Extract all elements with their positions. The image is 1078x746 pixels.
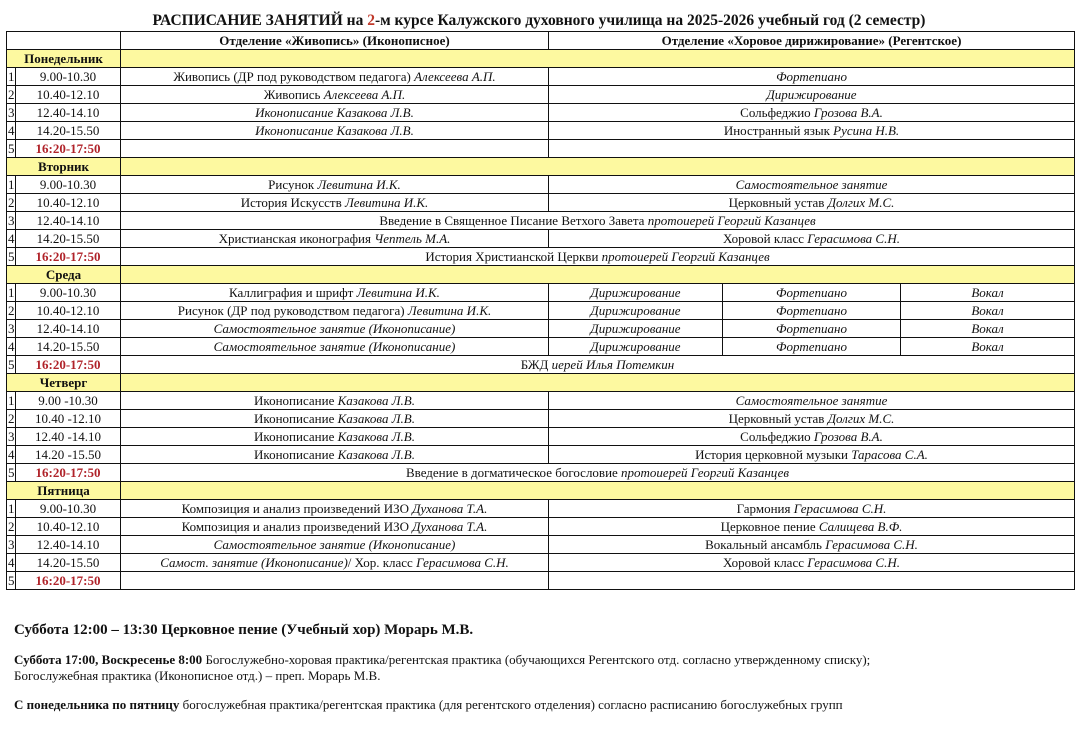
lesson-row (7, 464, 1075, 482)
painting-lesson-cell (121, 86, 549, 104)
teacher-name: Герасимова С.Н. (807, 555, 900, 570)
subject-name: Рисунок (ДР под руководством педагога) (177, 303, 408, 318)
lesson-row (7, 68, 1075, 86)
teacher-name: Герасимова С.Н. (825, 537, 918, 552)
painting-lesson-cell (121, 104, 549, 122)
subject-name: Фортепиано (776, 321, 847, 336)
subject-name: Хоровой класс (723, 555, 808, 570)
subject-prefix: Самост. занятие (Иконописание) (160, 555, 348, 570)
regent-split-cell (549, 284, 723, 302)
painting-lesson-cell (121, 68, 549, 86)
teacher-name: протоиерей Георгий Казанцев (647, 213, 816, 228)
teacher-name: Салищева В.Ф. (818, 519, 903, 534)
subject-name: Иконописание (254, 393, 338, 408)
lesson-row (7, 104, 1075, 122)
regent-split-cell (723, 320, 901, 338)
joint-lesson-cell (121, 464, 1075, 482)
lesson-row (7, 86, 1075, 104)
subject-name: Каллиграфия и шрифт (229, 285, 357, 300)
regent-split-cell (549, 338, 723, 356)
weekday-note-text: богослужебная практика/регентская практика (для регентского отделения) согласно расписанию богослужебных групп (179, 697, 843, 712)
painting-lesson-cell (121, 194, 549, 212)
lesson-row (7, 302, 1075, 320)
lesson-time: 14.20-15.50 (16, 122, 121, 140)
subject-name: Сольфеджио (740, 429, 814, 444)
day-name: Четверг (7, 374, 121, 392)
subject-name: Вокал (971, 339, 1004, 354)
regent-split-cell (549, 302, 723, 320)
lesson-time: 10.40-12.10 (16, 194, 121, 212)
teacher-name: Дирижирование (766, 87, 857, 102)
teacher-name: Духанова Т.А. (412, 501, 488, 516)
subject-name: БЖД (520, 357, 552, 372)
subject-name: Церковный устав (728, 195, 828, 210)
regent-split-cell (723, 302, 901, 320)
subject-name: Рисунок (268, 177, 318, 192)
painting-lesson-cell (121, 176, 549, 194)
regent-split-cell (901, 284, 1075, 302)
lesson-number: 5 (8, 141, 15, 156)
subject-name: Дирижирование (590, 303, 681, 318)
day-header-row (7, 158, 1075, 176)
teacher-name: Казакова Л.В. (337, 429, 415, 444)
lesson-row (7, 518, 1075, 536)
lesson-number: 1 (8, 393, 15, 408)
lesson-number: 5 (8, 249, 15, 264)
lesson-number: 2 (8, 519, 15, 534)
regent-lesson-cell (549, 230, 1075, 248)
teacher-name: протоиерей Георгий Казанцев (621, 465, 790, 480)
subject-name: Живопись (ДР под руководством педагога) (173, 69, 415, 84)
lesson-time: 12.40-14.10 (16, 212, 121, 230)
lesson-number: 2 (8, 411, 15, 426)
lesson-time: 10.40-12.10 (16, 518, 121, 536)
regent-lesson-cell (549, 122, 1075, 140)
day-row-filler (121, 374, 1075, 392)
teacher-name: Самостоятельное занятие (735, 393, 888, 408)
painting-lesson-cell (121, 140, 549, 158)
teacher-name: Герасимова С.Н. (793, 501, 887, 516)
teacher-name: Казакова Л.В. (337, 447, 415, 462)
teacher-name: Казакова Л.В. (337, 393, 415, 408)
lesson-time: 16:20-17:50 (16, 356, 121, 374)
teacher-name: Левитина И.К. (317, 177, 401, 192)
regent-split-cell (549, 320, 723, 338)
lesson-time: 9.00-10.30 (16, 68, 121, 86)
lesson-row (7, 554, 1075, 572)
subject-name: История Искусств (240, 195, 345, 210)
regent-lesson-cell (549, 446, 1075, 464)
regent-lesson-cell (549, 392, 1075, 410)
lesson-number: 5 (8, 573, 15, 588)
lesson-number: 1 (8, 285, 15, 300)
teacher-name: Долгих М.С. (827, 411, 895, 426)
teacher-name: Самостоятельное занятие (Иконописание) (213, 321, 456, 336)
lesson-row (7, 284, 1075, 302)
regent-lesson-cell (549, 410, 1075, 428)
teacher-name: протоиерей Георгий Казанцев (601, 249, 770, 264)
regent-split-cell (723, 338, 901, 356)
title-suffix: -м курсе Калужского духовного училища на 2025-2026 учебный год (2 семестр) (374, 12, 926, 29)
schedule-table (6, 31, 1075, 590)
painting-lesson-cell (121, 500, 549, 518)
lesson-row (7, 194, 1075, 212)
day-header-row (7, 266, 1075, 284)
lesson-time: 14.20-15.50 (16, 554, 121, 572)
day-row-filler (121, 50, 1075, 68)
subject-name: Хоровой класс (723, 231, 808, 246)
regent-lesson-cell (549, 500, 1075, 518)
lesson-number: 4 (8, 555, 15, 570)
painting-lesson-cell (121, 338, 549, 356)
lesson-row (7, 176, 1075, 194)
lesson-number: 1 (8, 177, 15, 192)
weekend-note-text2: Богослужебная практика (Иконописное отд.) – преп. Морарь М.В. (14, 668, 381, 683)
painting-lesson-cell (121, 446, 549, 464)
lesson-row (7, 248, 1075, 266)
lesson-number: 3 (8, 321, 15, 336)
painting-lesson-cell (121, 428, 549, 446)
subject-name: Композиция и анализ произведений ИЗО (181, 519, 413, 534)
painting-lesson-cell (121, 284, 549, 302)
lesson-row (7, 446, 1075, 464)
regent-lesson-cell (549, 572, 1075, 590)
painting-lesson-cell (121, 536, 549, 554)
subject-name: Иконописание (254, 429, 338, 444)
joint-lesson-cell (121, 356, 1075, 374)
teacher-name: Духанова Т.А. (412, 519, 488, 534)
lesson-number: 4 (8, 339, 15, 354)
regent-lesson-cell (549, 554, 1075, 572)
teacher-name: Самостоятельное занятие (Иконописание) (213, 339, 456, 354)
lesson-row (7, 230, 1075, 248)
regent-split-cell (901, 302, 1075, 320)
teacher-name: Иконописание Казакова Л.В. (255, 105, 414, 120)
weekend-note-bold: Суббота 17:00, Воскресенье 8:00 (14, 652, 203, 667)
regent-lesson-cell (549, 428, 1075, 446)
teacher-name: Герасимова С.Н. (416, 555, 509, 570)
subject-name: Иностранный язык (723, 123, 834, 138)
day-header-row (7, 482, 1075, 500)
lesson-row (7, 320, 1075, 338)
lesson-row (7, 428, 1075, 446)
weekend-note-text: Богослужебно-хоровая практика/регентская практика (обучающихся Регентского отд. согласно утвержденному списку); (202, 652, 871, 667)
lesson-number: 2 (8, 87, 15, 102)
regent-lesson-cell (549, 86, 1075, 104)
lesson-number: 4 (8, 231, 15, 246)
subject-name: Вокал (971, 285, 1004, 300)
day-header-row (7, 50, 1075, 68)
subject-name: История Христианской Церкви (425, 249, 602, 264)
subject-name: Церковный устав (728, 411, 828, 426)
day-row-filler (121, 158, 1075, 176)
lesson-number: 3 (8, 429, 15, 444)
painting-lesson-cell (121, 122, 549, 140)
regent-split-cell (901, 338, 1075, 356)
teacher-name: Русина Н.В. (833, 123, 900, 138)
subject-name: Дирижирование (590, 321, 681, 336)
day-row-filler (121, 482, 1075, 500)
teacher-name: Грозова В.А. (813, 429, 883, 444)
weekday-note-bold: С понедельника по пятницу (14, 697, 180, 712)
subject-name: Церковное пение (720, 519, 819, 534)
regent-lesson-cell (549, 518, 1075, 536)
teacher-name: Левитина И.К. (344, 195, 429, 210)
lesson-time: 12.40-14.10 (16, 104, 121, 122)
lesson-row (7, 500, 1075, 518)
lesson-time: 9.00-10.30 (16, 284, 121, 302)
lesson-time: 12.40-14.10 (16, 536, 121, 554)
regent-lesson-cell (549, 68, 1075, 86)
dept-painting-header: Отделение «Живопись» (Иконописное) (121, 32, 549, 50)
lesson-number: 3 (8, 537, 15, 552)
day-name: Понедельник (7, 50, 121, 68)
title-prefix: РАСПИСАНИЕ ЗАНЯТИЙ на (152, 12, 368, 29)
lesson-time: 10.40 -12.10 (16, 410, 121, 428)
subject-name: Живопись (263, 87, 324, 102)
subject-name: Иконописание (254, 447, 338, 462)
regent-lesson-cell (549, 536, 1075, 554)
lesson-number: 5 (8, 357, 15, 372)
lesson-time: 16:20-17:50 (16, 140, 121, 158)
subject-name: Введение в Священное Писание Ветхого Завета (379, 213, 648, 228)
course-number: 2 (367, 12, 375, 29)
teacher-name: Герасимова С.Н. (807, 231, 900, 246)
teacher-name: Казакова Л.В. (337, 411, 415, 426)
painting-lesson-cell (121, 302, 549, 320)
regent-lesson-cell (549, 140, 1075, 158)
lesson-row (7, 122, 1075, 140)
day-name: Вторник (7, 158, 121, 176)
lesson-number: 4 (8, 123, 15, 138)
day-row-filler (121, 266, 1075, 284)
lesson-row (7, 572, 1075, 590)
lesson-row (7, 212, 1075, 230)
subject-name: Христианская иконография (218, 231, 375, 246)
lesson-number: 2 (8, 303, 15, 318)
painting-lesson-cell (121, 410, 549, 428)
lesson-number: 2 (8, 195, 15, 210)
regent-split-cell (723, 284, 901, 302)
day-name: Пятница (7, 482, 121, 500)
painting-lesson-cell (121, 230, 549, 248)
subject-name: Фортепиано (776, 285, 847, 300)
lesson-time: 12.40 -14.10 (16, 428, 121, 446)
subject-name: Дирижирование (590, 285, 681, 300)
teacher-name: Левитина И.К. (407, 303, 492, 318)
lesson-time: 14.20-15.50 (16, 230, 121, 248)
painting-lesson-cell (121, 518, 549, 536)
lesson-number: 1 (8, 501, 15, 516)
subject-name: Вокальный ансамбль (705, 537, 826, 552)
lesson-time: 10.40-12.10 (16, 86, 121, 104)
lesson-row (7, 410, 1075, 428)
header-empty-cell (7, 32, 121, 50)
weekday-practice-note (14, 697, 1074, 713)
subject-name: Введение в догматическое богословие (405, 465, 622, 480)
lesson-time: 14.20 -15.50 (16, 446, 121, 464)
teacher-name: Долгих М.С. (827, 195, 895, 210)
lesson-row (7, 536, 1075, 554)
teacher-name: Иконописание Казакова Л.В. (255, 123, 414, 138)
teacher-name: Тарасова С.А. (851, 447, 928, 462)
lesson-number: 3 (8, 213, 15, 228)
day-name: Среда (7, 266, 121, 284)
joint-lesson-cell (121, 248, 1075, 266)
header-row (7, 32, 1075, 50)
teacher-name: Грозова В.А. (813, 105, 883, 120)
saturday-choir-note: Суббота 12:00 – 13:30 Церковное пение (Учебный хор) Морарь М.В. (14, 622, 474, 638)
lesson-time: 16:20-17:50 (16, 464, 121, 482)
subject-name: / Хор. класс (347, 555, 417, 570)
subject-name: Фортепиано (776, 339, 847, 354)
subject-name: Иконописание (254, 411, 338, 426)
joint-lesson-cell (121, 212, 1075, 230)
lesson-row (7, 140, 1075, 158)
lesson-time: 9.00-10.30 (16, 176, 121, 194)
lesson-number: 4 (8, 447, 15, 462)
subject-name: История церковной музыки (695, 447, 852, 462)
lesson-time: 14.20-15.50 (16, 338, 121, 356)
subject-name: Фортепиано (776, 303, 847, 318)
teacher-name: Левитина И.К. (356, 285, 440, 300)
teacher-name: Самостоятельное занятие (735, 177, 888, 192)
painting-lesson-cell (121, 572, 549, 590)
lesson-row (7, 338, 1075, 356)
teacher-name: Самостоятельное занятие (Иконописание) (213, 537, 456, 552)
lesson-time: 9.00-10.30 (16, 500, 121, 518)
teacher-name: Алексеева А.П. (414, 69, 496, 84)
lesson-time: 12.40-14.10 (16, 320, 121, 338)
dept-regent-header: Отделение «Хоровое дирижирование» (Регентское) (549, 32, 1075, 50)
teacher-name: Алексеева А.П. (323, 87, 406, 102)
regent-lesson-cell (549, 194, 1075, 212)
day-header-row (7, 374, 1075, 392)
subject-name: Дирижирование (590, 339, 681, 354)
lesson-number: 1 (8, 69, 15, 84)
lesson-number: 5 (8, 465, 15, 480)
subject-name: Сольфеджио (740, 105, 814, 120)
subject-name: Гармония (736, 501, 794, 516)
lesson-time: 9.00 -10.30 (16, 392, 121, 410)
painting-lesson-cell (121, 554, 549, 572)
painting-lesson-cell (121, 320, 549, 338)
regent-lesson-cell (549, 104, 1075, 122)
teacher-name: Чептель М.А. (374, 231, 451, 246)
lesson-row (7, 356, 1075, 374)
regent-split-cell (901, 320, 1075, 338)
subject-name: Композиция и анализ произведений ИЗО (181, 501, 413, 516)
lesson-row (7, 392, 1075, 410)
weekend-practice-note (14, 652, 1074, 684)
regent-lesson-cell (549, 176, 1075, 194)
painting-lesson-cell (121, 392, 549, 410)
lesson-time: 10.40-12.10 (16, 302, 121, 320)
lesson-time: 16:20-17:50 (16, 572, 121, 590)
teacher-name: иерей Илья Потемкин (551, 357, 675, 372)
schedule-title (0, 12, 1078, 30)
teacher-name: Фортепиано (776, 69, 847, 84)
subject-name: Вокал (971, 321, 1004, 336)
lesson-number: 3 (8, 105, 15, 120)
subject-name: Вокал (971, 303, 1004, 318)
lesson-time: 16:20-17:50 (16, 248, 121, 266)
